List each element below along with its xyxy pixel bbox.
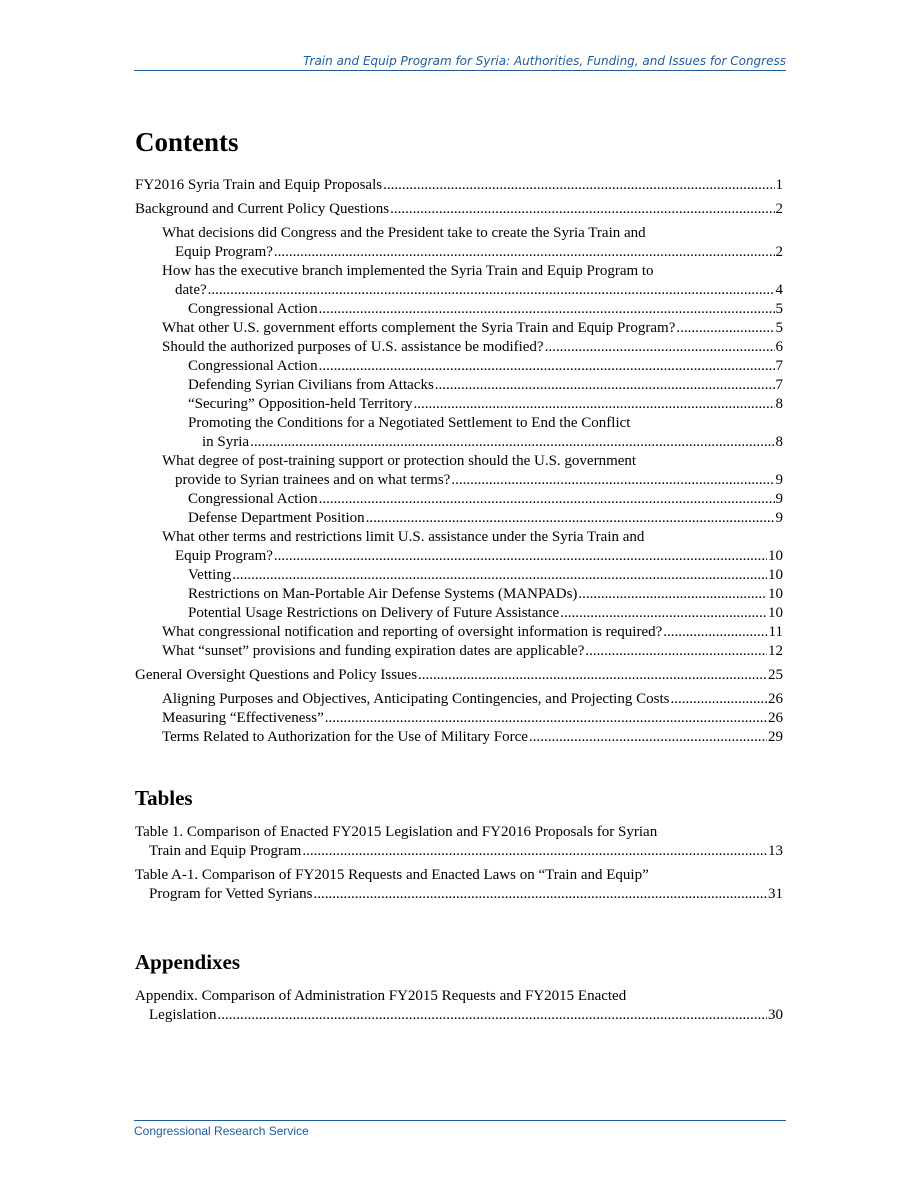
toc-entry-general-oversight[interactable]: General Oversight Questions and Policy Issues ..... 25	[135, 666, 783, 685]
running-header	[134, 54, 786, 71]
toc-entry-manpads[interactable]: Restrictions on Man-Portable Air Defense Systems (MANPADs) ..... 10	[135, 585, 783, 604]
toc-entry-decisions[interactable]: What decisions did Congress and the President take to create the Syria Train and Equip Program? ..... 2	[135, 224, 783, 262]
appendixes-heading: Appendixes	[135, 950, 241, 974]
toc-entry-post-training-support[interactable]: What degree of post-training support or protection should the U.S. government provide to Syrian trainees and on what terms? ..... 9	[135, 452, 783, 490]
toc-entry-appendix[interactable]: Appendix. Comparison of Administration FY2015 Requests and FY2015 Enacted Legislation ..... 30	[135, 987, 783, 1025]
running-footer	[134, 1120, 786, 1138]
toc-entry-defense-department-position[interactable]: Defense Department Position ..... 9	[135, 509, 783, 528]
tables-list	[135, 823, 783, 904]
contents-heading: Contents	[135, 127, 239, 157]
toc-entry-vetting[interactable]: Vetting ..... 10	[135, 566, 783, 585]
toc-entry-aumf-terms[interactable]: Terms Related to Authorization for the Use of Military Force ..... 29	[135, 728, 783, 747]
toc-entry-table-1[interactable]: Table 1. Comparison of Enacted FY2015 Legislation and FY2016 Proposals for Syrian Train and Equip Program ..... 13	[135, 823, 783, 861]
toc-entry-negotiated-settlement[interactable]: Promoting the Conditions for a Negotiated Settlement to End the Conflict in Syria ..... 8	[135, 414, 783, 452]
toc-entry-table-a1[interactable]: Table A-1. Comparison of FY2015 Requests and Enacted Laws on “Train and Equip” Program for Vetted Syrians ..... 31	[135, 866, 783, 904]
toc-entry-aligning-purposes[interactable]: Aligning Purposes and Objectives, Anticipating Contingencies, and Projecting Costs ..... 26	[135, 690, 783, 709]
toc-entry-congressional-action-1[interactable]: Congressional Action ..... 5	[135, 300, 783, 319]
toc-entry-usage-restrictions[interactable]: Potential Usage Restrictions on Delivery of Future Assistance ..... 10	[135, 604, 783, 623]
toc-entry-measuring-effectiveness[interactable]: Measuring “Effectiveness” ..... 26	[135, 709, 783, 728]
tables-heading: Tables	[135, 786, 193, 810]
toc-entry-background[interactable]: Background and Current Policy Questions ..... 2	[135, 200, 783, 219]
appendixes-list	[135, 987, 783, 1025]
toc-entry-authorized-purposes[interactable]: Should the authorized purposes of U.S. assistance be modified? ..... 6	[135, 338, 783, 357]
running-header-title: Train and Equip Program for Syria: Authorities, Funding, and Issues for Congress	[303, 54, 786, 68]
footer-org-name: Congressional Research Service	[134, 1124, 309, 1138]
toc-entry-terms-restrictions[interactable]: What other terms and restrictions limit U.S. assistance under the Syria Train and Equip Program? ..... 10	[135, 528, 783, 566]
toc-entry-congressional-action-2[interactable]: Congressional Action ..... 7	[135, 357, 783, 376]
toc-entry-fy2016-proposals[interactable]: FY2016 Syria Train and Equip Proposals ..... 1	[135, 176, 783, 195]
toc-entry-securing-territory[interactable]: “Securing” Opposition-held Territory ..... 8	[135, 395, 783, 414]
toc-entry-congressional-action-3[interactable]: Congressional Action ..... 9	[135, 490, 783, 509]
toc-entry-sunset-provisions[interactable]: What “sunset” provisions and funding expiration dates are applicable? ..... 12	[135, 642, 783, 661]
toc-entry-notification-reporting[interactable]: What congressional notification and reporting of oversight information is required? ..... 11	[135, 623, 783, 642]
toc-entry-defending-civilians[interactable]: Defending Syrian Civilians from Attacks ..... 7	[135, 376, 783, 395]
toc-entry-other-efforts[interactable]: What other U.S. government efforts complement the Syria Train and Equip Program? ..... 5	[135, 319, 783, 338]
toc-entry-implemented[interactable]: How has the executive branch implemented the Syria Train and Equip Program to date? ..... 4	[135, 262, 783, 300]
contents-list	[135, 176, 783, 747]
